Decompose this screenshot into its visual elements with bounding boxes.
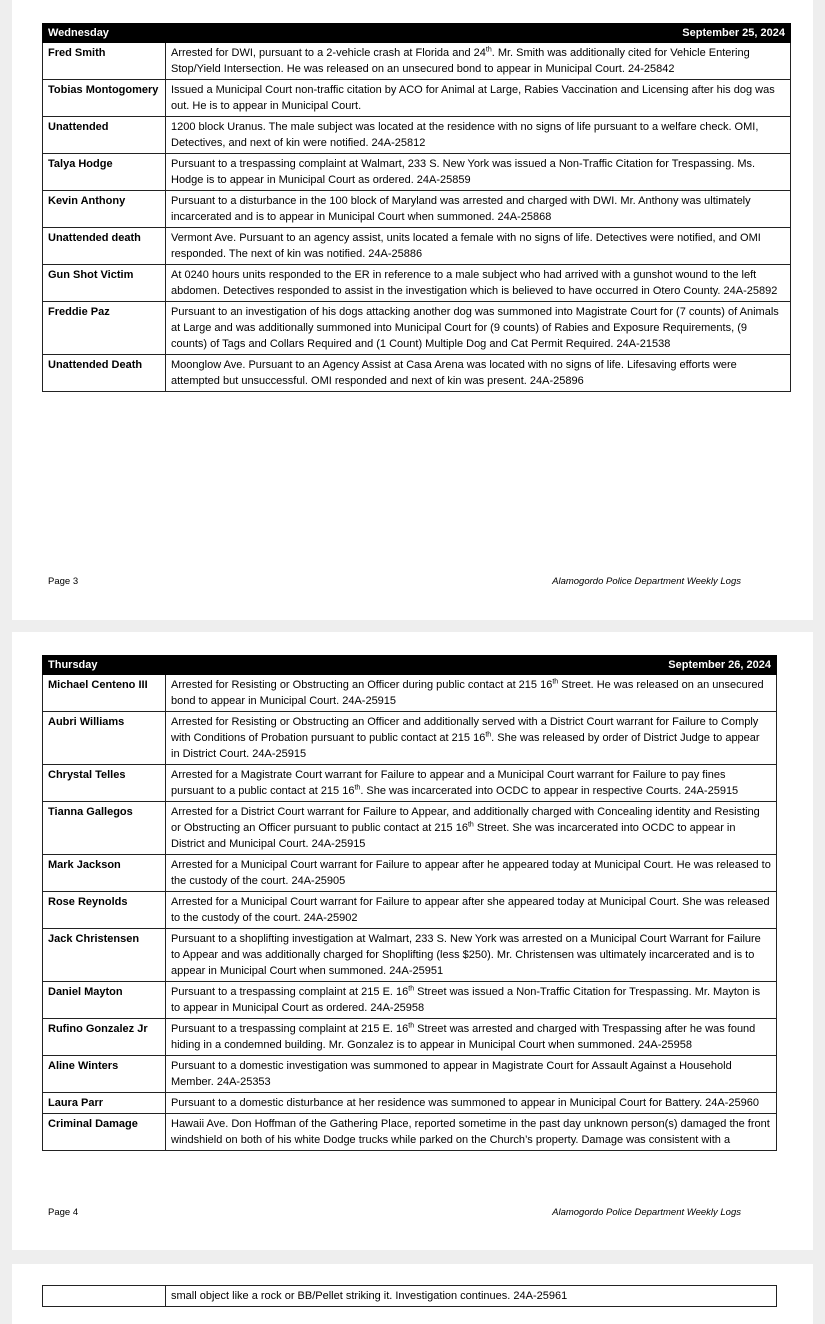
entry-description: Pursuant to a disturbance in the 100 block of Maryland was arrested and charged with DWI. Mr. Anthony was ultimately incarcerated and is to appear in Municipal Court when summoned. 24A-25868 [166, 191, 791, 228]
entry-name: Kevin Anthony [43, 191, 166, 228]
log-entry-row [43, 929, 777, 982]
entry-name: Fred Smith [43, 43, 166, 80]
log-entry-row [43, 191, 791, 228]
log-entry-row [43, 302, 791, 355]
entry-description: Pursuant to a trespassing complaint at Walmart, 233 S. New York was issued a Non-Traffic Citation for Trespassing. Ms. Hodge is to appear in Municipal Court as ordered. 24A-25859 [166, 154, 791, 191]
log-entry-row [43, 1286, 777, 1307]
entry-description: Arrested for Resisting or Obstructing an Officer and additionally served with a District Court warrant for Failure to Comply with Conditions of Probation pursuant to public contact at 215 16th. She was released by order of District Judge to appear in District Court. 24A-25915 [166, 712, 777, 765]
entry-description: Arrested for a Municipal Court warrant for Failure to appear after she appeared today at Municipal Court. She was released to the custody of the court. 24A-25902 [166, 892, 777, 929]
log-table [42, 1285, 777, 1307]
entry-name: Daniel Mayton [43, 982, 166, 1019]
entry-name: Talya Hodge [43, 154, 166, 191]
page-number: Page 3 [48, 576, 79, 587]
entry-description: Hawaii Ave. Don Hoffman of the Gathering Place, reported sometime in the past day unknown person(s) damaged the front windshield on both of his white Dodge trucks while parked on the Church’s property. Damage was consistent with a [166, 1114, 777, 1151]
entry-description: At 0240 hours units responded to the ER in reference to a male subject who had arrived with a gunshot wound to the left abdomen. Detectives responded to assist in the investigation which is believed to have occurred in Otero County. 24A-25892 [166, 265, 791, 302]
log-entry-row [43, 855, 777, 892]
entry-description: Arrested for a Magistrate Court warrant for Failure to appear and a Municipal Court warrant for Failure to pay fines pursuant to a public contact at 215 16th. She was incarcerated into OCDC to appear in respective Courts. 24A-25915 [166, 765, 777, 802]
entry-name: Michael Centeno III [43, 675, 166, 712]
log-entry-row [43, 802, 777, 855]
entry-name: Unattended death [43, 228, 166, 265]
entry-name: Jack Christensen [43, 929, 166, 982]
entry-description: Arrested for Resisting or Obstructing an Officer during public contact at 215 16th Street. He was released on an unsecured bond to appear in Municipal Court. 24A-25915 [166, 675, 777, 712]
entry-name: Unattended [43, 117, 166, 154]
log-entry-row [43, 892, 777, 929]
log-entry-row [43, 43, 791, 80]
entry-description: Arrested for a District Court warrant for Failure to Appear, and additionally charged with Concealing identity and Resisting or Obstructing an Officer pursuant to public contact at 215 16th Street. She was incarcerated into OCDC to appear in District and Municipal Court. 24A-25915 [166, 802, 777, 855]
entry-name: Rose Reynolds [43, 892, 166, 929]
day-header-row [43, 656, 777, 675]
entry-description: Issued a Municipal Court non-traffic citation by ACO for Animal at Large, Rabies Vaccination and Licensing after his dog was out. He is to appear in Municipal Court. [166, 80, 791, 117]
footer-title: Alamogordo Police Department Weekly Logs [552, 576, 741, 587]
entry-name: Freddie Paz [43, 302, 166, 355]
entry-description: Pursuant to a shoplifting investigation at Walmart, 233 S. New York was arrested on a Municipal Court Warrant for Failure to Appear and was additionally charged for Shoplifting (less $250). Mr. Christensen was ultimately incarcerated and is to appear in Municipal Court when summoned. 24A-25951 [166, 929, 777, 982]
log-entry-row [43, 1056, 777, 1093]
entry-name: Mark Jackson [43, 855, 166, 892]
log-table [42, 23, 791, 392]
entry-name: Aline Winters [43, 1056, 166, 1093]
log-entry-row [43, 154, 791, 191]
entry-name: Rufino Gonzalez Jr [43, 1019, 166, 1056]
log-entry-row [43, 1093, 777, 1114]
entry-name: Gun Shot Victim [43, 265, 166, 302]
entry-description: small object like a rock or BB/Pellet striking it. Investigation continues. 24A-25961 [166, 1286, 777, 1307]
log-page-3 [12, 0, 813, 620]
log-entry-row [43, 228, 791, 265]
log-page-4 [12, 632, 813, 1250]
entry-description: Pursuant to a domestic investigation was summoned to appear in Magistrate Court for Assault Against a Household Member. 24A-25353 [166, 1056, 777, 1093]
entry-description: Pursuant to an investigation of his dogs attacking another dog was summoned into Magistrate Court for (7 counts) of Animals at Large and was additionally summoned into Municipal Court for (9 counts) of Rabies and Exposure Requirements, (9 counts) of Tags and Collars Required and (1 Count) Multiple Dog and Cat Permit Required. 24A-21538 [166, 302, 791, 355]
entry-description: Vermont Ave. Pursuant to an agency assist, units located a female with no signs of life. Detectives were notified, and OMI responded. The next of kin was notified. 24A-25886 [166, 228, 791, 265]
log-table [42, 655, 777, 1151]
day-date: September 25, 2024 [166, 24, 791, 43]
entry-description: 1200 block Uranus. The male subject was located at the residence with no signs of life pursuant to a welfare check. OMI, Detectives, and next of kin were notified. 24A-25812 [166, 117, 791, 154]
entry-name: Aubri Williams [43, 712, 166, 765]
log-entry-row [43, 1019, 777, 1056]
log-entry-row [43, 265, 791, 302]
entry-name: Unattended Death [43, 355, 166, 392]
day-date: September 26, 2024 [166, 656, 777, 675]
log-entry-row [43, 712, 777, 765]
entry-name: Tobias Montogomery [43, 80, 166, 117]
day-label: Wednesday [43, 24, 166, 43]
footer-title: Alamogordo Police Department Weekly Logs [552, 1207, 741, 1218]
log-entry-row [43, 982, 777, 1019]
entry-description: Arrested for DWI, pursuant to a 2-vehicle crash at Florida and 24th. Mr. Smith was additionally cited for Vehicle Entering Stop/Yield Intersection. He was released on an unsecured bond to appear in Municipal Court. 24-25842 [166, 43, 791, 80]
entry-name: Chrystal Telles [43, 765, 166, 802]
log-entry-row [43, 117, 791, 154]
log-entry-row [43, 1114, 777, 1151]
log-entry-row [43, 80, 791, 117]
entry-description: Arrested for a Municipal Court warrant for Failure to appear after he appeared today at Municipal Court. He was released to the custody of the court. 24A-25905 [166, 855, 777, 892]
entry-description: Pursuant to a domestic disturbance at her residence was summoned to appear in Municipal Court for Battery. 24A-25960 [166, 1093, 777, 1114]
log-entry-row [43, 765, 777, 802]
entry-name: Criminal Damage [43, 1114, 166, 1151]
log-page-5 [12, 1264, 813, 1324]
entry-name: Laura Parr [43, 1093, 166, 1114]
log-entry-row [43, 675, 777, 712]
day-label: Thursday [43, 656, 166, 675]
entry-description: Pursuant to a trespassing complaint at 215 E. 16th Street was issued a Non-Traffic Citation for Trespassing. Mr. Mayton is to appear in Municipal Court as ordered. 24A-25958 [166, 982, 777, 1019]
entry-description: Pursuant to a trespassing complaint at 215 E. 16th Street was arrested and charged with Trespassing after he was found hiding in a condemned building. Mr. Gonzalez is to appear in Municipal Court when summoned. 24A-25958 [166, 1019, 777, 1056]
entry-name: Tianna Gallegos [43, 802, 166, 855]
entry-description: Moonglow Ave. Pursuant to an Agency Assist at Casa Arena was located with no signs of life. Lifesaving efforts were attempted but unsuccessful. OMI responded and next of kin was present. 24A-25896 [166, 355, 791, 392]
page-number: Page 4 [48, 1207, 79, 1218]
entry-name [43, 1286, 166, 1307]
log-entry-row [43, 355, 791, 392]
day-header-row [43, 24, 791, 43]
